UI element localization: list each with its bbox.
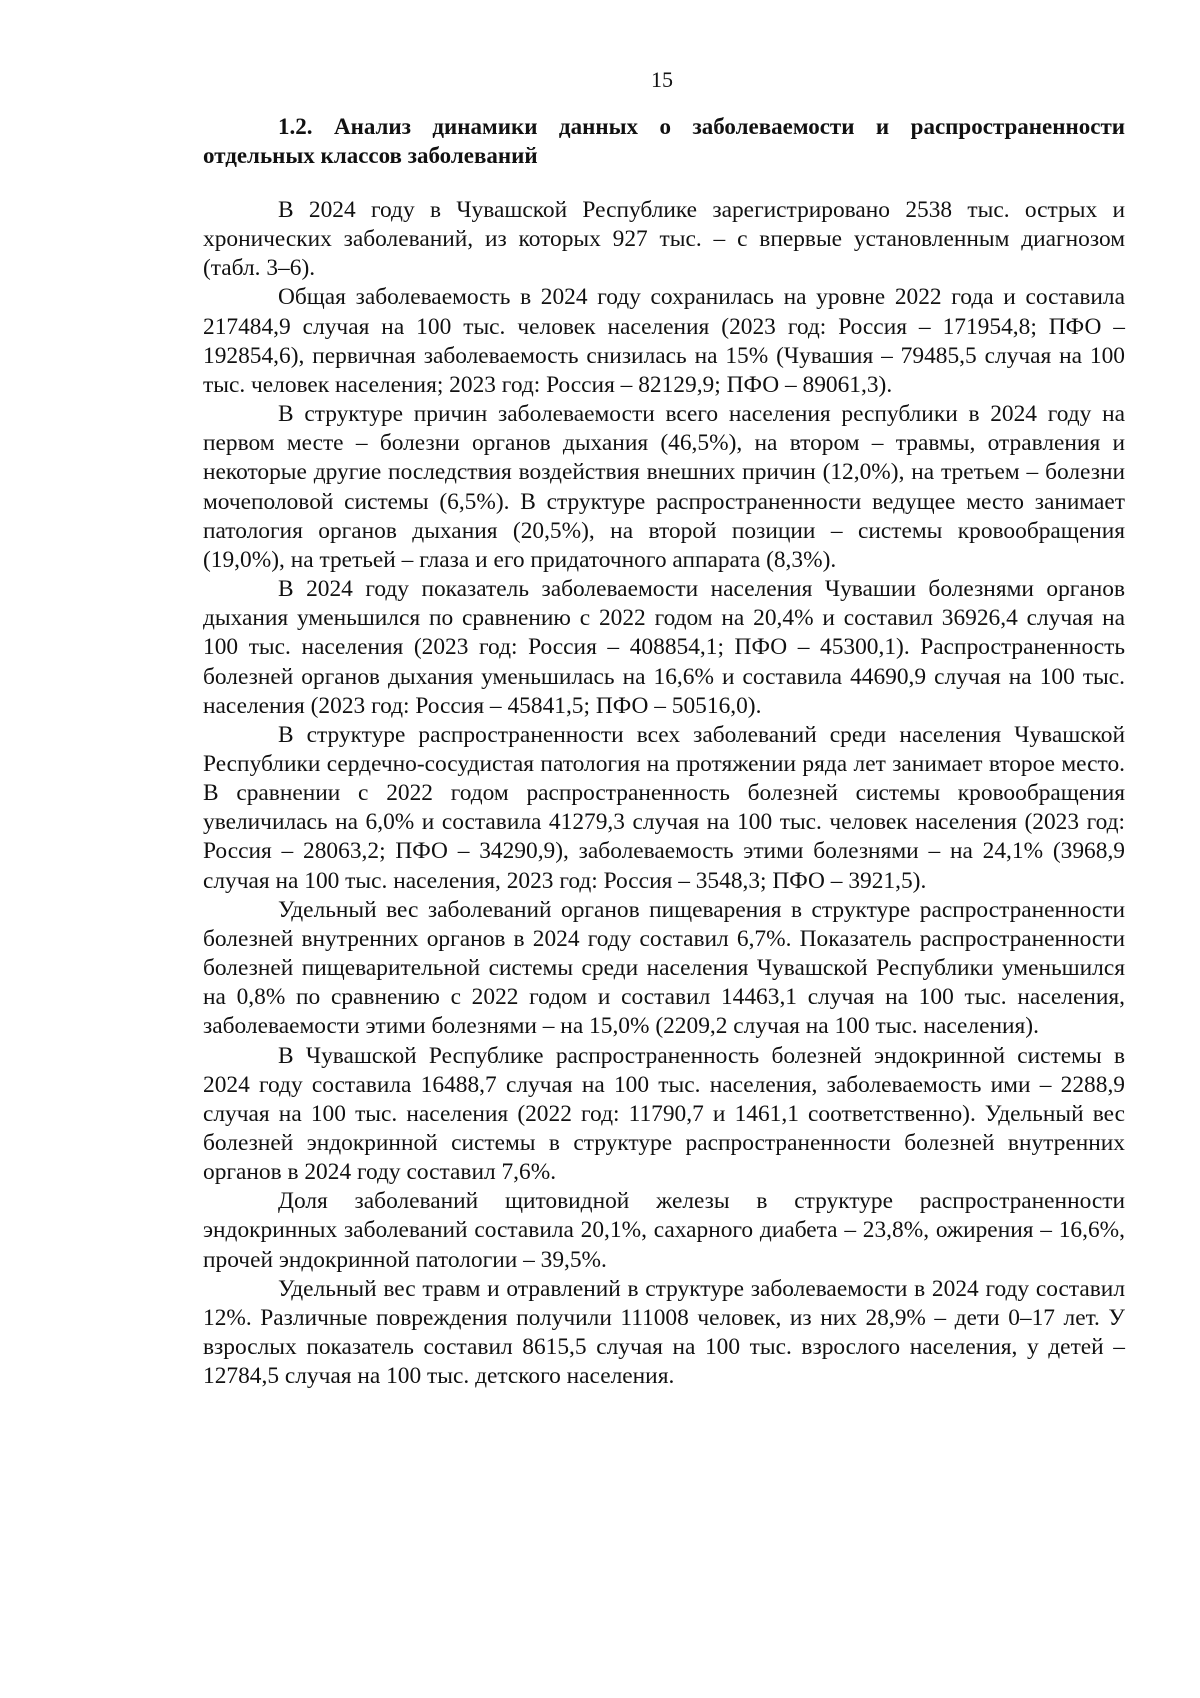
paragraph: Доля заболеваний щитовидной железы в структуре распространенности эндокринных заболеваний составила 20,1%, сахарного диабета – 23,8%, ожирения – 16,6%, прочей эндокринной патологии – 39,5%. [203, 1188, 1125, 1273]
paragraph: В структуре причин заболеваемости всего населения республики в 2024 году на первом месте – болезни органов дыхания (46,5%), на втором – травмы, отравления и некоторые другие последствия воздействия внешних причин (12,0%), на третьем – болезни мочеполовой системы (6,5%). В структуре распространенности ведущее место занимает патология органов дыхания (20,5%), на второй позиции – системы кровообращения (19,0%), на третьей – глаза и его придаточного аппарата (8,3%). [203, 401, 1125, 573]
page-number: 15 [651, 67, 673, 92]
document-body [203, 196, 1125, 1391]
paragraph: Удельный вес заболеваний органов пищеварения в структуре распространенности болезней внутренних органов в 2024 году составил 6,7%. Показатель распространенности болезней пищеварительной системы среди населения Чувашской Республики уменьшился на 0,8% по сравнению с 2022 годом и составил 14463,1 случая на 100 тыс. населения, заболеваемости этими болезнями – на 15,0% (2209,2 случая на 100 тыс. населения). [203, 896, 1125, 1040]
paragraph: Удельный вес травм и отравлений в структуре заболеваемости в 2024 году составил 12%. Различные повреждения получили 111008 человек, из них 28,9% – дети 0–17 лет. У взрослых показатель составил 8615,5 случая на 100 тыс. взрослого населения, у детей – 12784,5 случая на 100 тыс. детского населения. [203, 1275, 1125, 1390]
paragraph: В 2024 году показатель заболеваемости населения Чувашии болезнями органов дыхания уменьшился по сравнению с 2022 годом на 20,4% и составил 36926,4 случая на 100 тыс. населения (2023 год: Россия – 408854,1; ПФО – 45300,1). Распространенность болезней органов дыхания уменьшилась на 16,6% и составила 44690,9 случая на 100 тыс. населения (2023 год: Россия – 45841,5; ПФО – 50516,0). [203, 576, 1125, 719]
paragraph: В Чувашской Республике распространенность болезней эндокринной системы в 2024 году составила 16488,7 случая на 100 тыс. населения, заболеваемость ими – 2288,9 случая на 100 тыс. населения (2022 год: 11790,7 и 1461,1 соответственно). Удельный вес болезней эндокринной системы в структуре распространенности болезней внутренних органов в 2024 году составил 7,6%. [203, 1042, 1125, 1186]
section-title: 1.2. Анализ динамики данных о заболеваемости и распространенности отдельных классов заболеваний [203, 114, 1125, 168]
paragraph: В структуре распространенности всех заболеваний среди населения Чувашской Республики сердечно-сосудистая патология на протяжении ряда лет занимает второе место. В сравнении с 2022 годом распространенность болезней системы кровообращения увеличилась на 6,0% и составила 41279,3 случая на 100 тыс. человек населения (2023 год: Россия – 28063,2; ПФО – 34290,9), заболеваемость этими болезнями – на 24,1% (3968,9 случая на 100 тыс. населения, 2023 год: Россия – 3548,3; ПФО – 3921,5). [203, 721, 1125, 894]
paragraph: В 2024 году в Чувашской Республике зарегистрировано 2538 тыс. острых и хронических заболеваний, из которых 927 тыс. – с впервые установленным диагнозом (табл. 3–6). [203, 197, 1125, 282]
paragraph: Общая заболеваемость в 2024 году сохранилась на уровне 2022 года и составила 217484,9 случая на 100 тыс. человек населения (2023 год: Россия – 171954,8; ПФО – 192854,6), первичная заболеваемость снизилась на 15% (Чувашия – 79485,5 случая на 100 тыс. человек населения; 2023 год: Россия – 82129,9; ПФО – 89061,3). [203, 284, 1125, 398]
